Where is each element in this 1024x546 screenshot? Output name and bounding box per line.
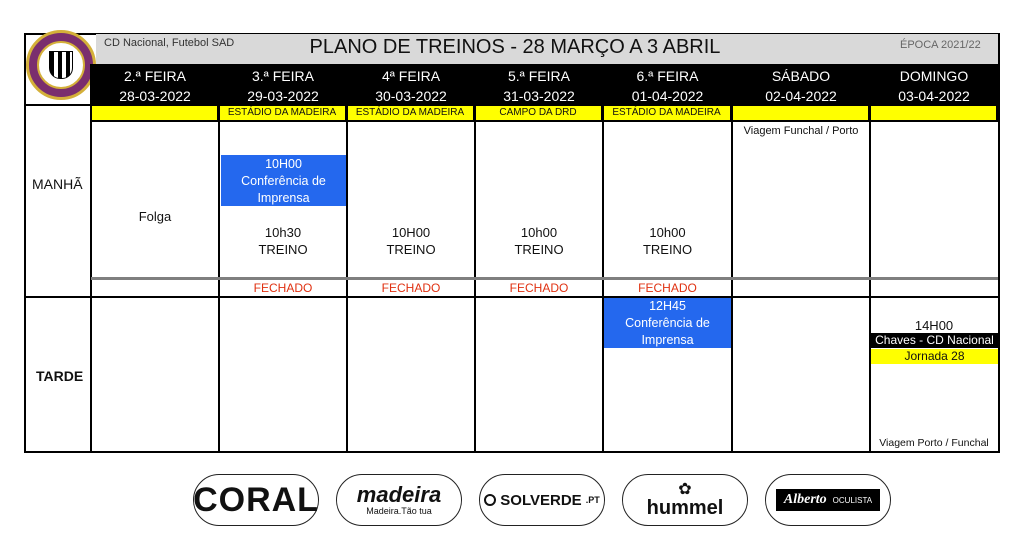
- press-conference-block: [221, 155, 346, 206]
- day-name: DOMINGO: [899, 68, 969, 84]
- venue-wed: ESTÁDIO DA MADEIRA: [347, 106, 475, 122]
- page-title: PLANO DE TREINOS - 28 MARÇO A 3 ABRIL: [309, 36, 721, 58]
- press-time: 10H00: [265, 157, 302, 171]
- closed-label: FECHADO: [638, 281, 697, 295]
- sponsor-name: madeira: [356, 482, 442, 507]
- row-label-morning: MANHÃ: [32, 176, 83, 192]
- day-name: 3.ª FEIRA: [252, 68, 314, 84]
- venue-mon: [91, 106, 219, 122]
- training-time: 10H00: [391, 225, 431, 240]
- grid-line: [91, 277, 998, 280]
- season-label: ÉPOCA 2021/22: [900, 39, 981, 51]
- training-block: [347, 224, 475, 258]
- day-date: 03-04-2022: [898, 88, 970, 104]
- grid-line: [90, 64, 92, 453]
- day-date: 02-04-2022: [765, 88, 837, 104]
- training-label: TREINO: [642, 242, 693, 257]
- sponsor-alberto-logo: [765, 474, 891, 526]
- day-header-sun: [870, 64, 998, 106]
- travel-note: Viagem Porto / Funchal: [879, 437, 989, 449]
- sponsor-name: CORAL: [193, 480, 319, 519]
- press-conference-block: [604, 298, 731, 348]
- day-header-sat: [732, 64, 870, 106]
- sponsor-hummel-logo: [622, 474, 748, 526]
- day-off-text: Folga: [138, 209, 172, 224]
- training-block: [475, 224, 603, 258]
- day-name: 6.ª FEIRA: [636, 68, 699, 84]
- venue-sat: [732, 106, 870, 122]
- club-name: CD Nacional, Futebol SAD: [104, 37, 235, 49]
- match-fixture: Chaves - CD Nacional: [871, 333, 998, 348]
- sponsor-tagline: Madeira.Tão tua: [366, 506, 432, 516]
- day-date: 30-03-2022: [375, 88, 447, 104]
- closed-label: FECHADO: [253, 281, 313, 295]
- club-crest-icon: [26, 30, 96, 100]
- sponsor-name: hummel: [646, 497, 724, 519]
- press-label: Conferência de Imprensa: [241, 174, 326, 205]
- sponsor-suffix: .PT: [585, 495, 600, 505]
- training-time: 10h00: [520, 225, 558, 240]
- training-block: [219, 224, 347, 258]
- solverde-emblem-icon: [484, 494, 496, 506]
- sponsor-solverde-logo: [479, 474, 605, 526]
- day-header-mon: [91, 64, 219, 106]
- grid-line: [24, 296, 1000, 298]
- travel-note: Viagem Funchal / Porto: [743, 125, 859, 137]
- training-time: 10h00: [649, 225, 686, 240]
- venue-sun: [870, 106, 998, 122]
- day-header-fri: [603, 64, 732, 106]
- day-date: 28-03-2022: [119, 88, 191, 104]
- sponsor-name: Alberto: [783, 492, 827, 507]
- venue-fri: ESTÁDIO DA MADEIRA: [603, 106, 732, 122]
- day-name: SÁBADO: [771, 68, 831, 84]
- press-label: Conferência de Imprensa: [625, 316, 710, 347]
- venue-tue: ESTÁDIO DA MADEIRA: [219, 106, 347, 122]
- day-header-tue: [219, 64, 347, 106]
- day-name: 5.ª FEIRA: [508, 68, 570, 84]
- day-header-wed: [347, 64, 475, 106]
- day-name: 2.ª FEIRA: [124, 68, 186, 84]
- training-label: TREINO: [514, 242, 564, 257]
- sponsor-coral-logo: [193, 474, 319, 526]
- grid-line: [24, 104, 91, 106]
- training-block: [603, 224, 732, 258]
- match-round: Jornada 28: [871, 349, 998, 364]
- day-header-thu: [475, 64, 603, 106]
- venue-thu: CAMPO DA DRD: [475, 106, 603, 122]
- training-label: TREINO: [258, 242, 308, 257]
- training-time: 10h30: [264, 225, 302, 240]
- day-date: 01-04-2022: [631, 88, 704, 104]
- training-label: TREINO: [386, 242, 436, 257]
- press-time: 12H45: [649, 299, 686, 313]
- sponsor-suffix: OCULISTA: [832, 495, 873, 505]
- day-date: 31-03-2022: [503, 88, 575, 104]
- sponsor-madeira-logo: [336, 474, 462, 526]
- day-name: 4ª FEIRA: [381, 68, 441, 84]
- sponsor-name: SOLVERDE: [500, 491, 582, 509]
- closed-label: FECHADO: [381, 281, 441, 295]
- match-time: 14H00: [914, 318, 954, 333]
- hummel-bee-icon: ✿: [678, 481, 692, 498]
- closed-label: FECHADO: [509, 281, 569, 295]
- day-date: 29-03-2022: [247, 88, 319, 104]
- row-label-afternoon: TARDE: [36, 368, 84, 384]
